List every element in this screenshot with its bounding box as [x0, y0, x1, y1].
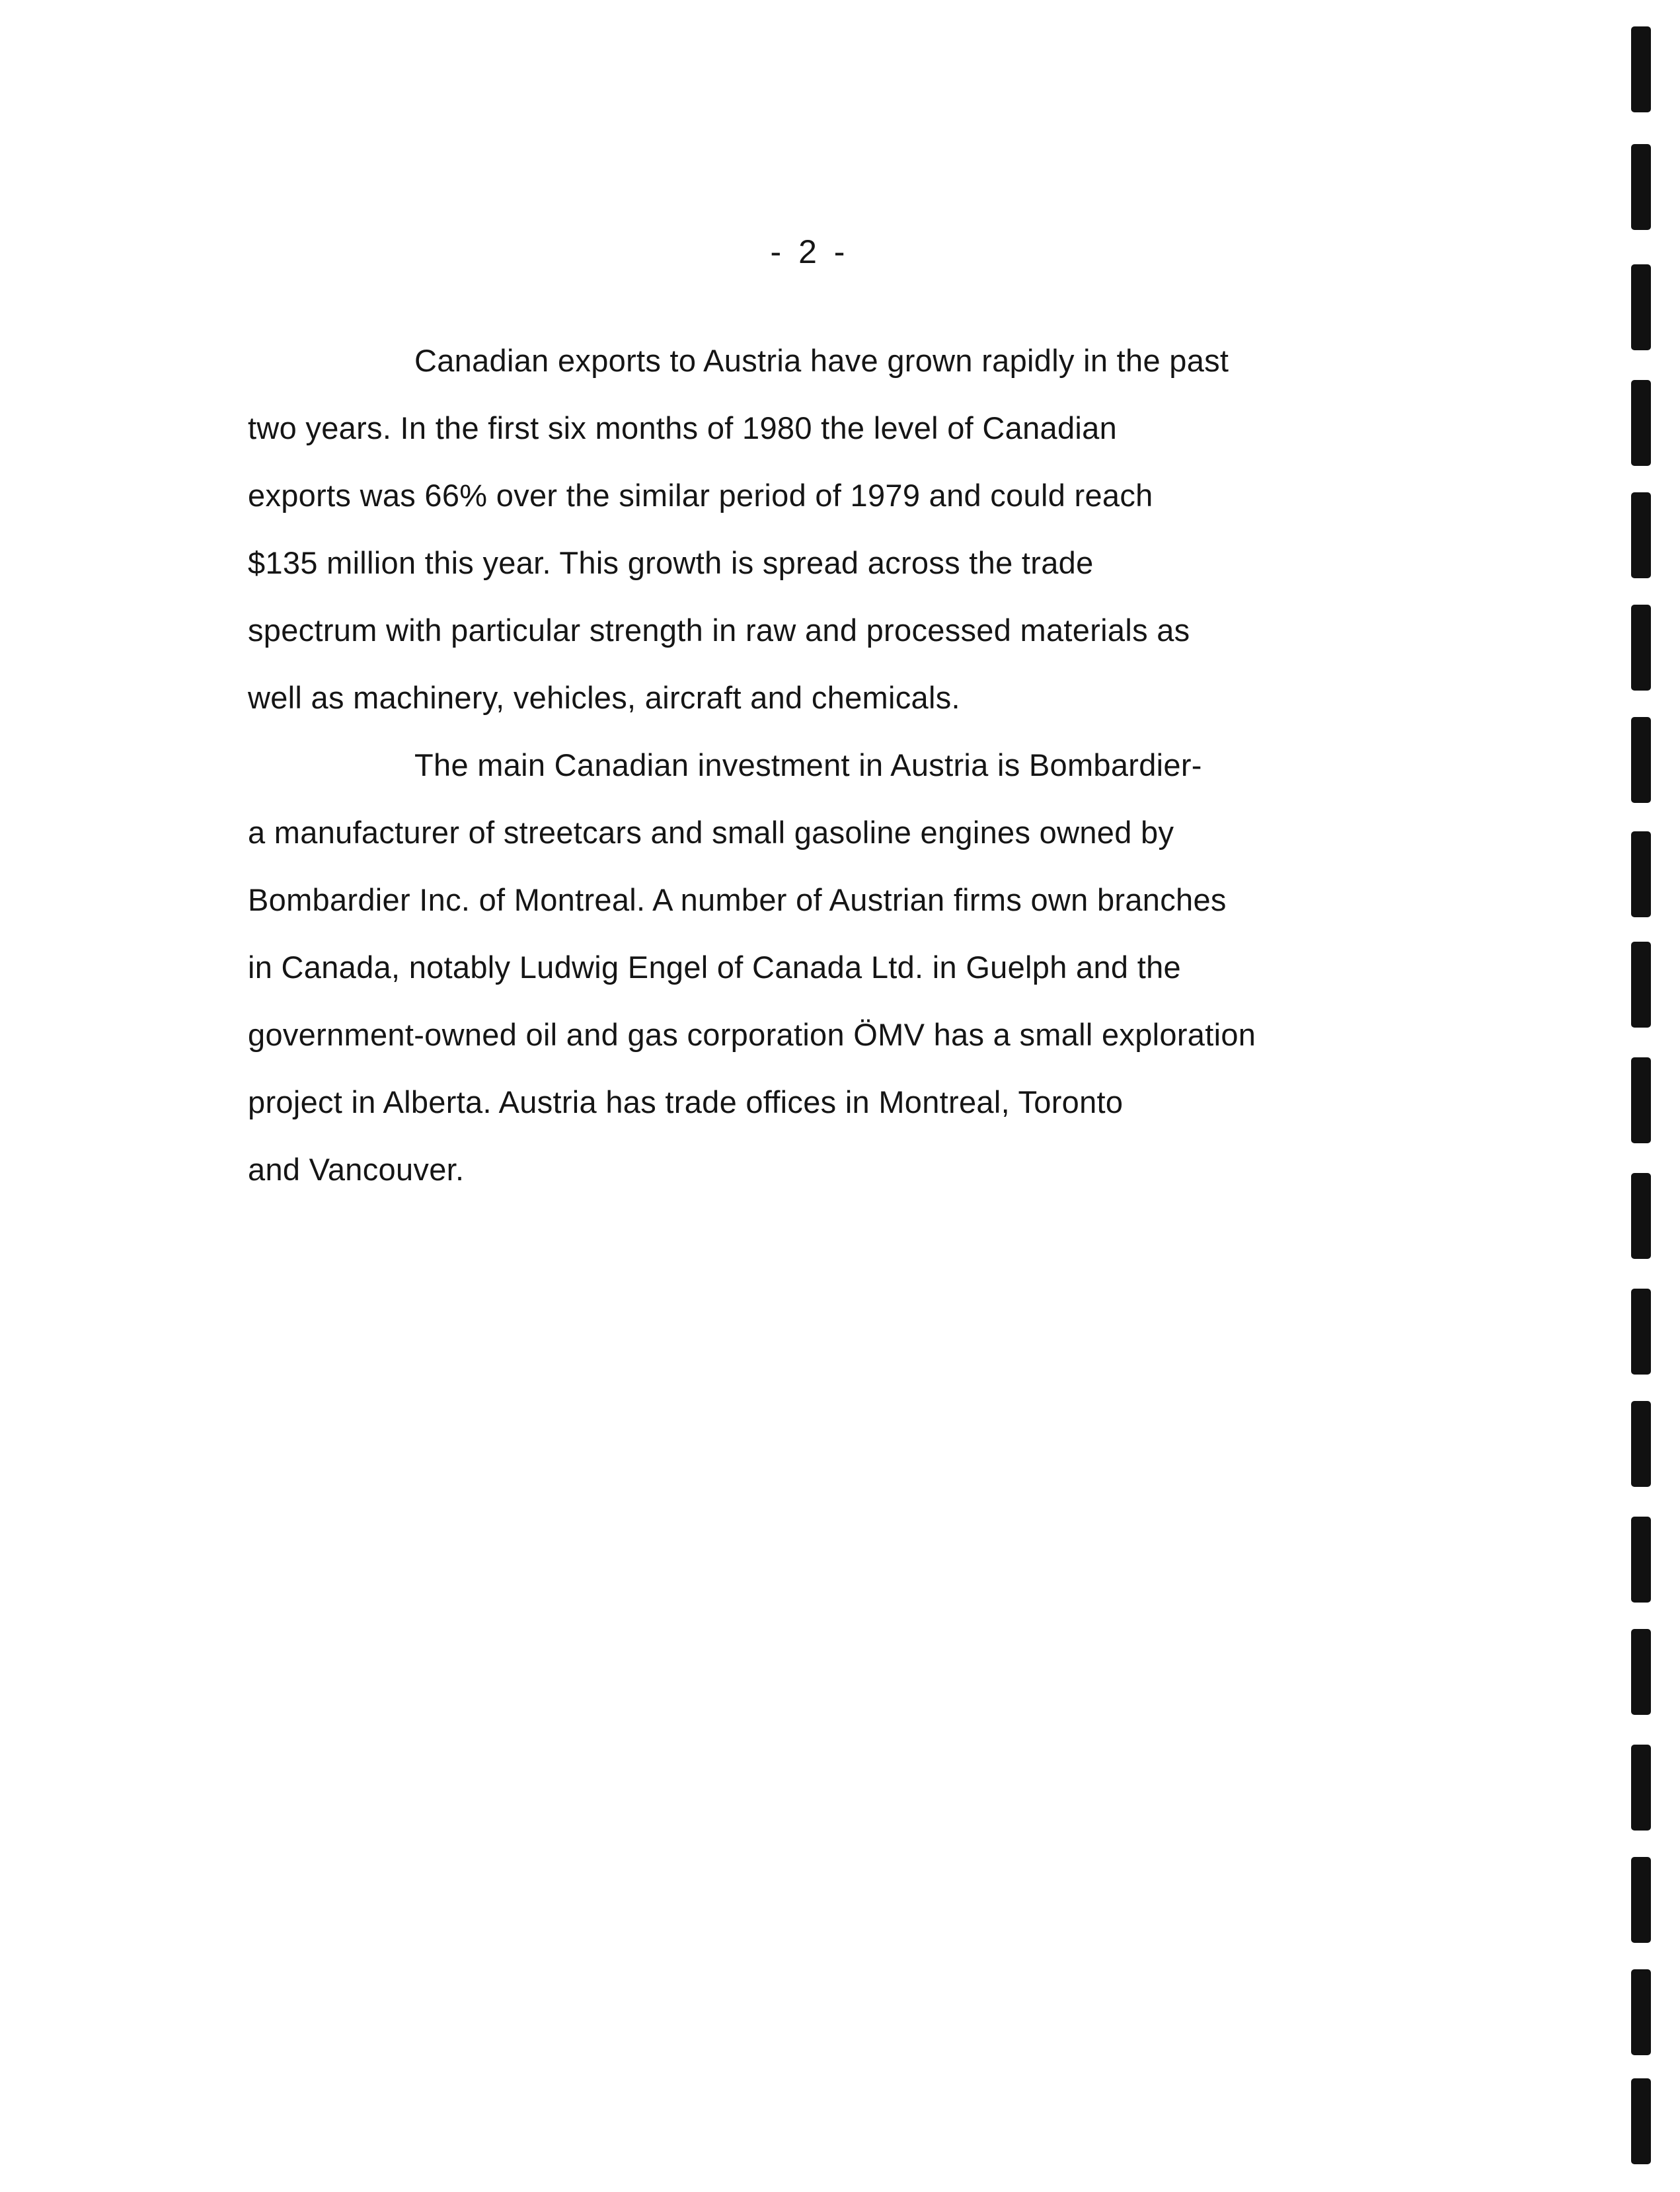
page-number: - 2 - [770, 233, 849, 270]
text-line: Canadian exports to Austria have grown rapidly in the past [414, 343, 1229, 378]
text-line: project in Alberta. Austria has trade offices in Montreal, Toronto [248, 1084, 1124, 1119]
binding-mark [1631, 380, 1651, 466]
text-line: The main Canadian investment in Austria is Bombardier- [414, 747, 1202, 782]
binding-mark [1631, 1629, 1651, 1715]
binding-mark [1631, 1969, 1651, 2055]
binding-mark [1631, 717, 1651, 803]
text-line: exports was 66% over the similar period of 1979 and could reach [248, 478, 1153, 513]
binding-mark [1631, 1401, 1651, 1487]
binding-mark [1631, 1745, 1651, 1831]
text-line: two years. In the first six months of 1980 the level of Canadian [248, 410, 1118, 445]
binding-mark [1631, 2078, 1651, 2164]
text-line: $135 million this year. This growth is spread across the trade [248, 545, 1094, 580]
binding-mark [1631, 264, 1651, 350]
binding-mark [1631, 492, 1651, 578]
binding-mark [1631, 1173, 1651, 1259]
text-line: government-owned oil and gas corporation ÖMV has a small exploration [248, 1017, 1256, 1052]
binding-mark [1631, 1857, 1651, 1943]
binding-mark [1631, 605, 1651, 691]
text-line: spectrum with particular strength in raw and processed materials as [248, 613, 1190, 648]
binding-mark [1631, 942, 1651, 1028]
binding-mark [1631, 1289, 1651, 1375]
binding-mark [1631, 1517, 1651, 1603]
text-line: in Canada, notably Ludwig Engel of Canada Ltd. in Guelph and the [248, 950, 1181, 985]
binding-mark [1631, 1057, 1651, 1143]
text-line: well as machinery, vehicles, aircraft and chemicals. [248, 680, 960, 715]
binding-mark [1631, 26, 1651, 112]
binding-mark [1631, 144, 1651, 230]
binding-mark [1631, 831, 1651, 917]
text-line: and Vancouver. [248, 1152, 465, 1187]
text-line: a manufacturer of streetcars and small gasoline engines owned by [248, 815, 1174, 850]
text-line: Bombardier Inc. of Montreal. A number of Austrian firms own branches [248, 882, 1227, 917]
